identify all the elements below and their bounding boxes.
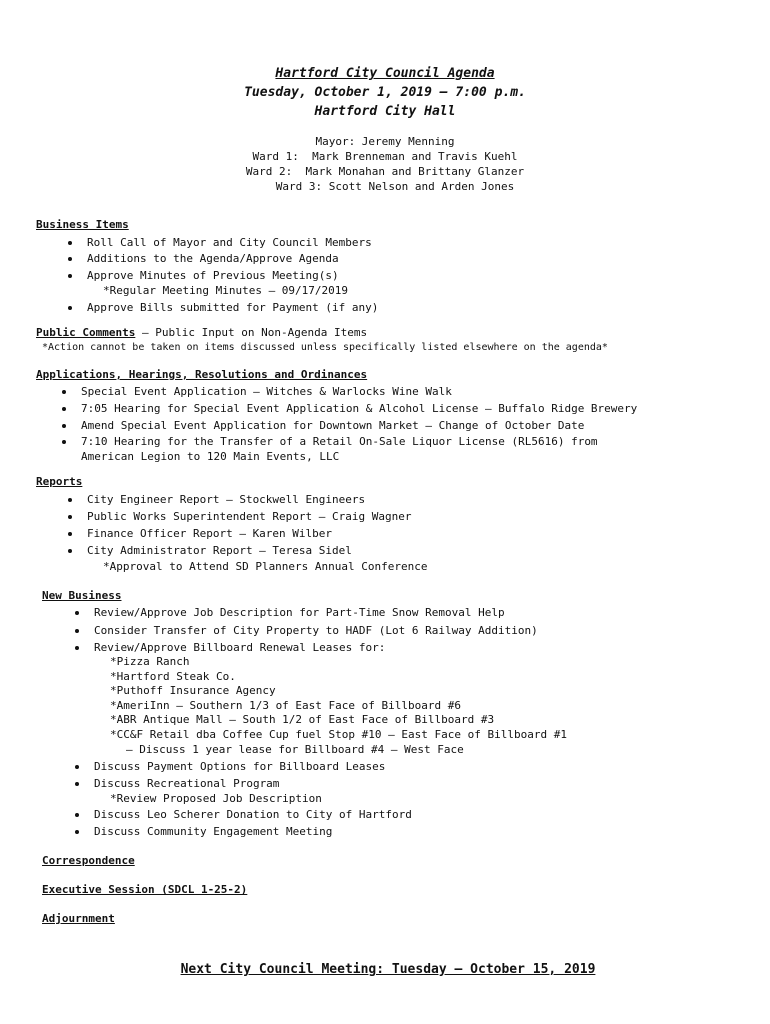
sub-item: *Hartford Steak Co. <box>110 670 236 683</box>
public-comments-heading: Public Comments <box>36 326 136 339</box>
list-item: Approve Bills submitted for Payment (if any) <box>87 301 379 314</box>
meeting-location: Hartford City Hall <box>314 104 456 119</box>
list-item: Approve Minutes of Previous Meeting(s) <box>87 269 339 282</box>
next-meeting-footer: Next City Council Meeting: Tuesday – October 15, 2019 <box>180 962 596 977</box>
list-item: Consider Transfer of City Property to HADF (Lot 6 Railway Addition) <box>94 624 538 637</box>
ward2-line: Ward 2: Mark Monahan and Brittany Glanzer <box>245 165 525 178</box>
mayor-line: Mayor: Jeremy Menning <box>315 135 455 148</box>
reports-heading: Reports <box>36 475 83 488</box>
list-item: Discuss Leo Scherer Donation to City of Hartford <box>94 808 412 821</box>
list-item: Discuss Payment Options for Billboard Leases <box>94 760 386 773</box>
sub-item: *Review Proposed Job Description <box>110 792 322 805</box>
sub-item: *AmeriInn – Southern 1/3 of East Face of Billboard #6 <box>110 699 461 712</box>
list-item: Additions to the Agenda/Approve Agenda <box>87 252 339 265</box>
new-business-heading: New Business <box>42 589 122 602</box>
list-item: Finance Officer Report – Karen Wilber <box>87 527 333 540</box>
correspondence-heading: Correspondence <box>42 854 135 867</box>
list-item: 7:10 Hearing for the Transfer of a Retail On-Sale Liquor License (RL5616) from <box>81 435 598 448</box>
list-item-continued: American Legion to 120 Main Events, LLC <box>81 450 340 463</box>
list-item: Discuss Recreational Program <box>94 777 280 790</box>
agenda-title: Hartford City Council Agenda <box>275 66 495 81</box>
sub-item: *ABR Antique Mall – South 1/2 of East Face of Billboard #3 <box>110 713 495 726</box>
adjournment-heading: Adjournment <box>42 912 115 925</box>
sub-item: – Discuss 1 year lease for Billboard #4 – West Face <box>126 743 464 756</box>
sub-item: *Approval to Attend SD Planners Annual Conference <box>103 560 428 573</box>
list-item: 7:05 Hearing for Special Event Application & Alcohol License – Buffalo Ridge Brewery <box>81 402 638 415</box>
list-item: City Administrator Report – Teresa Sidel <box>87 544 352 557</box>
list-item: Special Event Application – Witches & Warlocks Wine Walk <box>81 385 452 398</box>
officials-block <box>0 134 770 194</box>
list-item: Amend Special Event Application for Downtown Market – Change of October Date <box>81 419 585 432</box>
meeting-date: Tuesday, October 1, 2019 – 7:00 p.m. <box>244 85 526 100</box>
sub-item: *Regular Meeting Minutes – 09/17/2019 <box>103 284 349 297</box>
ward3-line: Ward 3: Scott Nelson and Arden Jones <box>275 180 515 193</box>
list-item: Review/Approve Job Description for Part-Time Snow Removal Help <box>94 606 505 619</box>
list-item: Public Works Superintendent Report – Craig Wagner <box>87 510 412 523</box>
ward1-line: Ward 1: Mark Brenneman and Travis Kuehl <box>252 150 518 163</box>
applications-heading: Applications, Hearings, Resolutions and Ordinances <box>36 368 368 381</box>
public-comments-note: *Action cannot be taken on items discussed unless specifically listed elsewhere on the agenda* <box>42 342 608 353</box>
list-item: City Engineer Report – Stockwell Engineers <box>87 493 366 506</box>
list-item: Review/Approve Billboard Renewal Leases for: <box>94 641 386 654</box>
sub-item: *CC&F Retail dba Coffee Cup fuel Stop #10 – East Face of Billboard #1 <box>110 728 567 741</box>
public-comments-text: – Public Input on Non-Agenda Items <box>135 326 368 339</box>
list-item: Roll Call of Mayor and City Council Members <box>87 236 372 249</box>
executive-session-heading: Executive Session (SDCL 1-25-2) <box>42 883 248 896</box>
business-items-heading: Business Items <box>36 218 129 231</box>
sub-item: *Pizza Ranch <box>110 655 190 668</box>
list-item: Discuss Community Engagement Meeting <box>94 825 333 838</box>
public-comments-line <box>36 326 367 340</box>
sub-item: *Puthoff Insurance Agency <box>110 684 276 697</box>
